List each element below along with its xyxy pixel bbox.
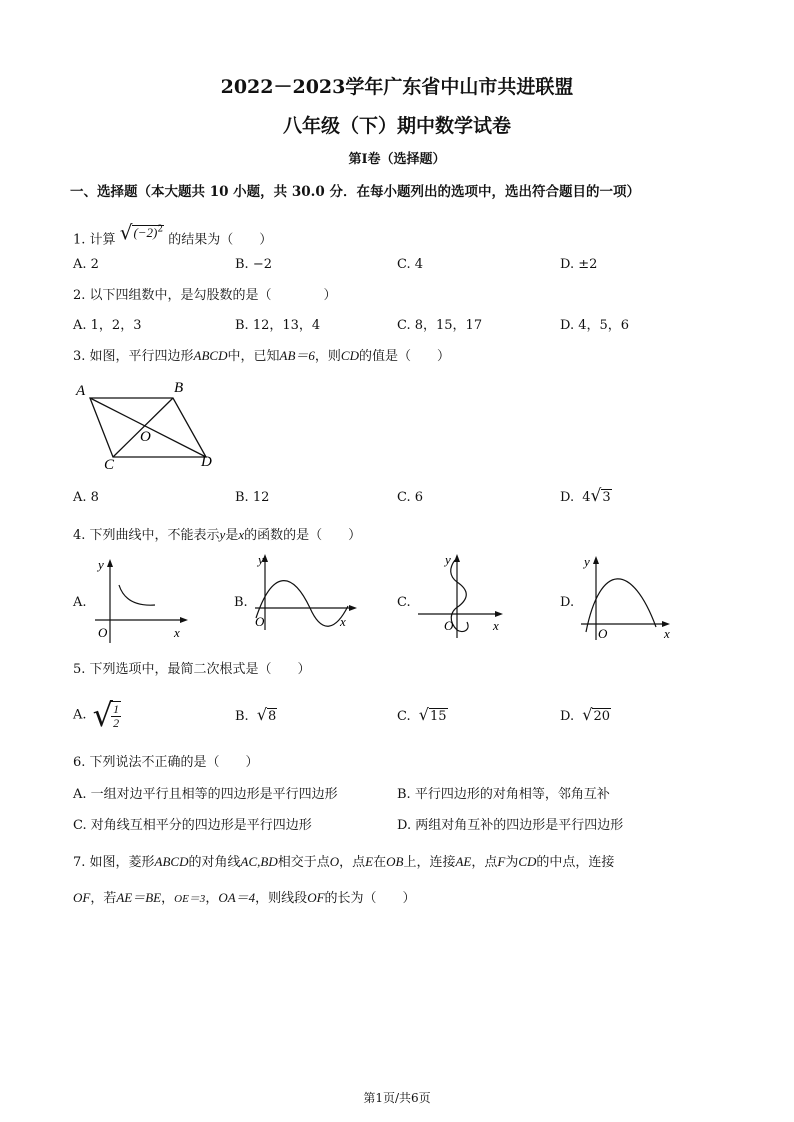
q4-graph-a xyxy=(90,555,190,645)
q2-option-d: D. 4，5，6 xyxy=(560,318,630,333)
q3-label-o: O xyxy=(140,429,151,445)
q7-f: F xyxy=(497,854,506,869)
q7-text-i: 的中点，连接 xyxy=(536,855,615,870)
q7-o: O xyxy=(329,854,340,869)
q3-option-c: C. 6 xyxy=(397,490,424,505)
q4d-y-label: y xyxy=(584,554,590,569)
q7-text-h: 为 xyxy=(505,855,519,870)
q5-option-b-label: B. xyxy=(235,709,249,724)
q7-abcd: ABCD xyxy=(154,854,189,869)
page-footer: 第1页/共6页 xyxy=(363,1091,431,1105)
q3-parallelogram-figure xyxy=(70,376,230,472)
q3-text-a: 3. 如图，平行四边形 xyxy=(73,349,194,364)
q7-text-d: ，点 xyxy=(339,855,366,870)
q7-oe-3: OE＝3 xyxy=(174,893,206,905)
q4a-y-label: y xyxy=(98,557,104,572)
q7-text-c: 相交于点 xyxy=(277,855,330,870)
q6-option-b: B. 平行四边形的对角相等，邻角互补 xyxy=(397,787,610,802)
q4-text-c: 的函数的是（ ） xyxy=(244,528,362,543)
q5-option-c-label: C. xyxy=(397,709,411,724)
q3-label-c: C xyxy=(104,457,115,472)
q7-acbd: AC,BD xyxy=(240,854,278,869)
part-heading: 第I卷（选择题） xyxy=(348,152,446,167)
q3-option-d-radicand: 3 xyxy=(602,490,611,505)
q5-option-b: B. √8 xyxy=(235,705,277,724)
q7-text-e: 在 xyxy=(373,855,387,870)
q7-oa-4: OA＝4 xyxy=(218,890,256,905)
q4-option-d-label: D. xyxy=(560,595,575,610)
q7-e: E xyxy=(365,854,374,869)
q6-option-d: D. 两组对角互补的四边形是平行四边形 xyxy=(397,818,624,833)
q4-option-c-label: C. xyxy=(397,595,411,610)
q4b-y-label: y xyxy=(258,552,264,567)
q4b-x-label: x xyxy=(340,614,346,629)
q4d-origin: O xyxy=(598,626,608,641)
q5-option-a-denominator: 2 xyxy=(113,715,120,730)
q3-label-b: B xyxy=(174,380,184,396)
q5-option-a: A. √ $\frac{1}{2}$ xyxy=(73,696,120,734)
q1-option-a: A. 2 xyxy=(73,257,99,272)
q3-text-c: ，则 xyxy=(314,349,341,364)
q3-cd: CD xyxy=(340,348,359,363)
q1-exponent: 2 xyxy=(157,225,164,235)
q7-text-2d: ，则线段 xyxy=(255,891,308,906)
question-3-stem xyxy=(73,348,450,365)
q3-option-b: B. 12 xyxy=(235,490,270,505)
q7-cd: CD xyxy=(518,854,537,869)
q4d-x-label: x xyxy=(664,626,670,641)
q1-radical: $√(-2)^2$ xyxy=(119,220,164,245)
q4c-origin: O xyxy=(444,618,454,633)
q5-option-d: D. √20 xyxy=(560,705,610,724)
q5-option-c: C. √15 xyxy=(397,705,447,724)
q7-text-2b: ， xyxy=(161,891,175,906)
q1-suffix: 的结果为（ ） xyxy=(168,232,273,248)
q3-label-a: A xyxy=(76,383,86,399)
q3-ab-eq: AB＝6 xyxy=(279,348,315,363)
question-4-stem xyxy=(73,527,361,544)
q5-option-a-label: A. xyxy=(73,707,87,723)
q3-option-a: A. 8 xyxy=(73,490,99,505)
q7-ob: OB xyxy=(386,854,404,869)
q4-option-a-label: A. xyxy=(73,595,87,610)
q4a-origin: O xyxy=(98,625,108,640)
q7-text-2a: ，若 xyxy=(90,891,117,906)
exam-title-line2: 八年级（下）期中数学试卷 xyxy=(282,115,511,137)
q5-option-b-radicand: 8 xyxy=(268,709,277,724)
question-7-line2 xyxy=(73,890,416,907)
q3-text-d: 的值是（ ） xyxy=(358,349,450,364)
q4a-x-label: x xyxy=(174,625,180,640)
q4-y: y xyxy=(219,527,226,542)
q7-text-2e: 的长为（ ） xyxy=(324,891,416,906)
q5-option-d-radicand: 20 xyxy=(593,709,610,724)
q1-number: 1. xyxy=(73,232,86,248)
question-7-line1 xyxy=(73,854,614,871)
q7-of: OF xyxy=(73,890,91,905)
q5-option-d-label: D. xyxy=(560,709,575,724)
question-1-stem xyxy=(73,220,273,248)
q3-option-d: D. 4√3 xyxy=(560,486,611,506)
exam-title-line1: 2022－2023学年广东省中山市共进联盟 xyxy=(220,76,574,98)
q2-option-b: B. 12，13，4 xyxy=(235,318,321,333)
q3-label-d: D xyxy=(201,454,212,470)
q7-text-g: ，点 xyxy=(471,855,498,870)
question-2-stem: 2. 以下四组数中，是勾股数的是（ ） xyxy=(73,288,337,303)
q1-radicand: (−2) xyxy=(133,225,158,241)
q4-graph-c xyxy=(415,550,510,640)
q6-option-c: C. 对角线互相平分的四边形是平行四边形 xyxy=(73,818,312,833)
question-5-stem: 5. 下列选项中，最简二次根式是（ ） xyxy=(73,662,311,677)
q1-option-b: B. −2 xyxy=(235,257,272,272)
q7-text-b: 的对角线 xyxy=(188,855,241,870)
q1-option-c: C. 4 xyxy=(397,257,424,272)
section-heading: 一、选择题（本大题共 10 小题，共 30.0 分．在每小题列出的选项中，选出符合题目的一项） xyxy=(70,184,640,200)
q3-text-b: 中，已知 xyxy=(227,349,280,364)
q3-option-d-prefix: D. xyxy=(560,490,575,505)
q4-text-b: 是 xyxy=(225,528,239,543)
q4-graph-d xyxy=(578,552,678,642)
q4-text-a: 4. 下列曲线中，不能表示 xyxy=(73,528,220,543)
q7-ae: AE xyxy=(455,854,472,869)
q7-of-2: OF xyxy=(307,890,325,905)
q4c-x-label: x xyxy=(493,618,499,633)
q4c-y-label: y xyxy=(445,552,451,567)
q7-text-f: 上，连接 xyxy=(403,855,456,870)
q2-option-c: C. 8，15，17 xyxy=(397,318,483,333)
q1-option-d: D. ±2 xyxy=(560,257,598,272)
q3-option-d-coef: 4 xyxy=(582,490,591,505)
q4-graph-b xyxy=(250,550,360,635)
q3-abcd: ABCD xyxy=(193,348,228,363)
q4-x: x xyxy=(238,527,245,542)
q5-option-c-radicand: 15 xyxy=(429,709,447,724)
q4-option-b-label: B. xyxy=(234,595,248,610)
q6-option-a: A. 一组对边平行且相等的四边形是平行四边形 xyxy=(73,787,338,802)
q4b-origin: O xyxy=(255,614,265,629)
q2-option-a: A. 1，2，3 xyxy=(73,318,142,333)
q1-prefix: 计算 xyxy=(89,232,116,248)
q5-option-a-numerator: 1 xyxy=(113,701,120,716)
question-6-stem: 6. 下列说法不正确的是（ ） xyxy=(73,755,259,770)
q7-text-a: 7. 如图，菱形 xyxy=(73,855,155,870)
q7-text-2c: ， xyxy=(205,891,219,906)
q7-ae-be: AE＝BE xyxy=(116,890,162,905)
